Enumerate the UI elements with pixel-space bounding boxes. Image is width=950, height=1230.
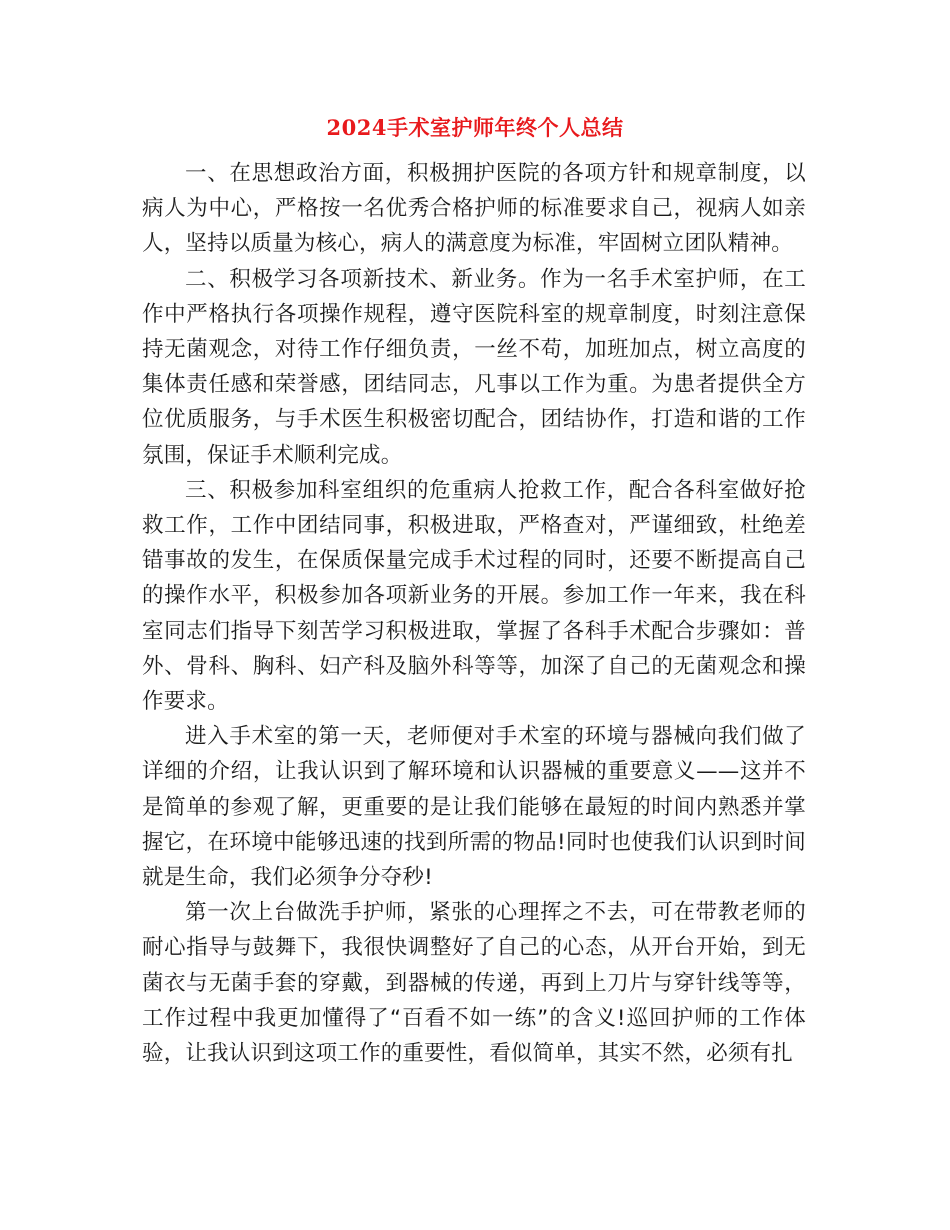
document-title: 2024手术室护师年终个人总结 xyxy=(326,115,624,140)
paragraph-first-day: 进入手术室的第一天，老师便对手术室的环境与器械向我们做了详细的介绍，让我认识到了解环境和认识器械的重要意义——这并不是简单的参观了解，更重要的是让我们能够在最短的时间内熟悉并掌握它，在环境中能够迅速的找到所需的物品!同时也使我们认识到时间就是生命，我们必须争分夺秒! xyxy=(142,724,806,891)
paragraph-political: 一、在思想政治方面，积极拥护医院的各项方针和规章制度，以病人为中心，严格按一名优秀合格护师的标准要求自己，视病人如亲人，坚持以质量为核心，病人的满意度为标准，牢固树立团队精神。 xyxy=(142,161,806,257)
paragraph-rescue: 三、积极参加科室组织的危重病人抢救工作，配合各科室做好抢救工作，工作中团结同事，积极进取，严格查对，严谨细致，杜绝差错事故的发生，在保质保量完成手术过程的同时，还要不断提高自己的操作水平，积极参加各项新业务的开展。参加工作一年来，我在科室同志们指导下刻苦学习积极进取，掌握了各科手术配合步骤如：普外、骨科、胸科、妇产科及脑外科等等，加深了自己的无菌观念和操作要求。 xyxy=(142,477,806,715)
document-body xyxy=(142,156,806,1071)
paragraph-first-scrub: 第一次上台做洗手护师，紧张的心理挥之不去，可在带教老师的耐心指导与鼓舞下，我很快调整好了自己的心态，从开台开始，到无菌衣与无菌手套的穿戴，到器械的传递，再到上刀片与穿针线等等，工作过程中我更加懂得了“百看不如一练”的含义!巡回护师的工作体验，让我认识到这项工作的重要性，看似简单，其实不然，必须有扎 xyxy=(142,900,806,1067)
paragraph-learning: 二、积极学习各项新技术、新业务。作为一名手术室护师，在工作中严格执行各项操作规程，遵守医院科室的规章制度，时刻注意保持无菌观念，对待工作仔细负责，一丝不苟，加班加点，树立高度的集体责任感和荣誉感，团结同志，凡事以工作为重。为患者提供全方位优质服务，与手术医生积极密切配合，团结协作，打造和谐的工作氛围，保证手术顺利完成。 xyxy=(142,266,806,468)
